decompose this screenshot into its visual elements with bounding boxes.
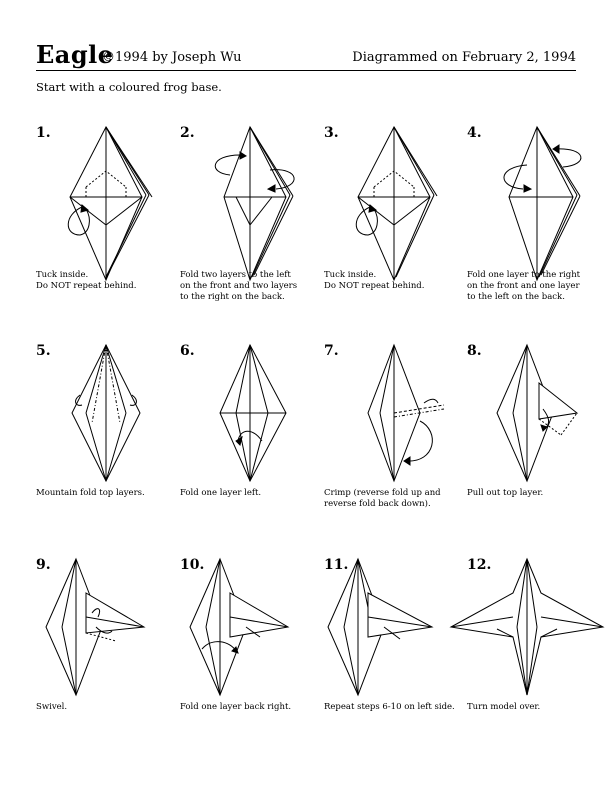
step-diagram xyxy=(324,125,464,265)
step-diagram xyxy=(180,343,320,483)
step-11 xyxy=(324,557,464,757)
step-number: 9. xyxy=(36,557,51,573)
header-rule xyxy=(36,70,576,71)
step-1 xyxy=(36,125,176,325)
step-number: 3. xyxy=(324,125,339,141)
step-number: 5. xyxy=(36,343,51,359)
step-caption: Fold one layer back right. xyxy=(180,702,292,712)
step-caption: Mountain fold top layers. xyxy=(36,488,145,498)
step-diagram xyxy=(180,557,320,697)
step-number: 2. xyxy=(180,125,195,141)
step-number: 1. xyxy=(36,125,51,141)
step-diagram xyxy=(467,557,607,697)
step-caption: Fold one layer to the right on the front and one layer to the left on the back. xyxy=(467,270,581,302)
step-caption: Crimp (reverse fold up and reverse fold back down). xyxy=(324,488,441,509)
step-caption: Repeat steps 6-10 on left side. xyxy=(324,702,455,712)
step-caption: Tuck inside. Do NOT repeat behind. xyxy=(36,270,137,291)
step-number: 6. xyxy=(180,343,195,359)
step-2 xyxy=(180,125,320,325)
step-9 xyxy=(36,557,176,757)
step-caption: Tuck inside. Do NOT repeat behind. xyxy=(324,270,425,291)
diagram-date: Diagrammed on February 2, 1994 xyxy=(352,50,576,65)
step-number: 11. xyxy=(324,557,349,573)
step-number: 7. xyxy=(324,343,339,359)
step-diagram xyxy=(180,125,320,265)
step-diagram xyxy=(36,557,176,697)
step-diagram xyxy=(36,125,176,265)
intro-text: Start with a coloured frog base. xyxy=(36,80,222,94)
step-caption: Turn model over. xyxy=(467,702,541,712)
step-8 xyxy=(467,343,607,543)
step-number: 10. xyxy=(180,557,205,573)
step-diagram xyxy=(324,343,464,483)
step-diagram xyxy=(324,557,464,697)
step-caption: Fold one layer left. xyxy=(180,488,262,498)
step-caption: Fold two layers to the left on the front and two layers to the right on the back. xyxy=(180,270,298,302)
step-caption: Swivel. xyxy=(36,702,68,712)
step-diagram xyxy=(36,343,176,483)
step-diagram xyxy=(467,343,607,483)
step-number: 8. xyxy=(467,343,482,359)
step-12 xyxy=(467,557,607,757)
step-6 xyxy=(180,343,320,543)
page-header xyxy=(36,40,576,70)
step-5 xyxy=(36,343,176,543)
page-title: Eagle xyxy=(36,40,114,69)
step-caption: Pull out top layer. xyxy=(467,488,544,498)
step-10 xyxy=(180,557,320,757)
step-number: 12. xyxy=(467,557,492,573)
step-diagram xyxy=(467,125,607,265)
step-3 xyxy=(324,125,464,325)
author-byline: ©1994 by Joseph Wu xyxy=(102,50,242,65)
step-7 xyxy=(324,343,464,543)
step-4 xyxy=(467,125,607,325)
step-number: 4. xyxy=(467,125,482,141)
